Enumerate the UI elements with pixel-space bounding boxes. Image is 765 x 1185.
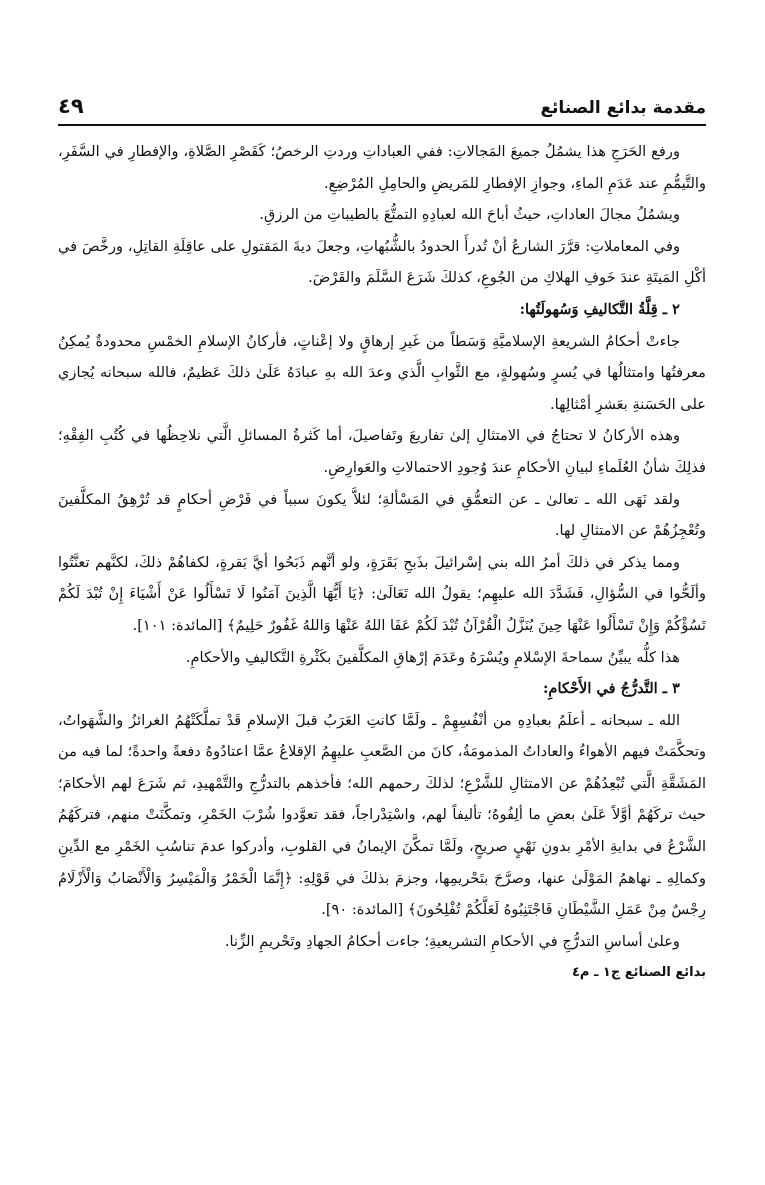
paragraph-7: ومما يذكر في ذلكَ أمرُ الله بني إسْرائيلَ بذَبحِ بَقَرَةٍ، ولو أنَّهم ذَبَحُوا أيَّ بَقرةٍ، لكفاهُمْ ذلكَ، لكنَّهم تعنَّتُوا وألَحُّوا في السُّؤالِ، فَشَدَّدَ الله عليهِم؛ يقولُ الله تَعَالَىٰ: ﴿يَا أَيُّهَا الَّذِينَ آمَنُوا لَا تَسْأَلُوا عَنْ أَشْيَاءَ إِنْ تُبْدَ لَكُمْ تَسُؤْكُمْ وَإِنْ تَسْأَلُوا عَنْهَا حِينَ يُنَزَّلُ الْقُرْآنُ تُبْدَ لَكُمْ عَفَا اللهُ عَنْهَا وَاللهُ غَفُورٌ حَلِيمٌ﴾ [المائدة: ١٠١].: [58, 553, 706, 634]
book-page: [58, 88, 706, 1168]
page-body: [58, 136, 706, 957]
running-header: [58, 88, 706, 118]
paragraph-3: وفي المعاملاتِ: قرَّرَ الشارعُ أنْ تُدرأَ الحدودُ بالشُّبُهاتِ، وجعلَ ديةَ المَقتولِ على عاقِلَةِ القاتِلِ، ورخَّصَ في أكْلِ المَيتَةِ عندَ خَوفِ الهلاكِ من الجُوعِ، كذلكَ شَرَعَ السَّلَمَ والقَرْضَ.: [58, 237, 706, 287]
paragraph-2: ويشمُلُ مجالَ العاداتِ، حيثُ أباحَ الله لعبادِهِ التمتُّعَ بالطيباتِ من الرزقِ.: [259, 206, 680, 224]
header-rule: [58, 124, 706, 126]
section-heading-3: ٣ ـ التَّدرُّجُ في الأَحْكامِ:: [543, 680, 680, 698]
paragraph-1: ورفع الحَرَجِ هذا يشمُلُ جميعَ المَجالاتِ: ففي العباداتِ وردتِ الرخصُ؛ كَقَصْرِ الصَّلاةِ، والإفطارِ في السَّفَرِ، والتَّيمُّمِ عند عَدَمِ الماءِ، وجوازِ الإفطارِ للمَريضِ والحامِلِ المُرْضِعِ.: [58, 143, 706, 192]
page-number: ٤٩: [58, 94, 84, 118]
paragraph-6: ولقد نَهَى الله ـ تعالىٰ ـ عن التعمُّقِ في المَسْألةِ؛ لئلاَّ يكونَ سبباً في فَرْضِ أحكامٍ قد تُرْهِقُ المكلَّفينَ وتُعْجِزُهُمْ عن الامتثالِ لها.: [58, 490, 706, 540]
header-title: مقدمة بدائع الصنائع: [540, 98, 706, 118]
page-footer: بدائع الصنائع ج١ ـ م٤: [571, 965, 706, 981]
paragraph-10: وعلىٰ أساسِ التدرُّجِ في الأحكامِ التشريعيةِ؛ جاءت أحكامُ الجهادِ وتَحْريمِ الزِّنا.: [224, 932, 680, 950]
paragraph-9: الله ـ سبحانه ـ أعلَمُ بعبادِهِ من أنْفُسِهِمْ ـ ولَمَّا كانتِ العَرَبُ قبلَ الإسلامِ قَدْ تملَّكَتْهُمُ الغرائزُ والشَّهَواتُ، وتحكَّمَتْ فيهم الأهواءُ والعاداتُ المذمومَةُ، كانَ من الصَّعبِ عليهِمُ الإقلاعُ عمَّا اعتادُوهُ دفعةً واحدةً؛ لما فيه من المَشَقَّةِ الَّتي تُبْعِدُهُمْ عن الامتثالِ للشَّرْعِ؛ لذلكَ رحمهم الله؛ فأخذهم بالتدرُّجِ والتَّمْهيدِ، ثم شَرَعَ لهم الأحكامَ؛ حيث تركَهُمْ أوَّلاً عَلَىٰ بعضِ ما ألِفُوهُ؛ تأليفاً لهم، واسْتِدْراجاً، فقد تعوَّدوا شُرْبَ الخَمْرِ، وتمكَّنَتْ منهم، فتركَهُمُ الشَّرْعُ في بدايةِ الأمْرِ بدونِ نَهْيٍ صريحٍ، ولَمَّا تمكَّنَ الإيمانُ في القلوبِ، وأدركوا عدمَ تناسُبِ الخَمْرِ مع الدِّينِ وكمالِهِ ـ نهاهمُ المَوْلَىٰ عنها، وصرَّحَ بتَحْريمِها، وجزمَ بذلكَ في قَوْلِهِ: ﴿إِنَّمَا الْخَمْرُ وَالْمَيْسِرُ وَالْأَنْصَابُ وَالْأَزْلَامُ رِجْسٌ مِنْ عَمَلِ الشَّيْطَانِ فَاجْتَنِبُوهُ لَعَلَّكُمْ تُفْلِحُونَ﴾ [المائدة: ٩٠].: [58, 711, 707, 919]
paragraph-5: وهذه الأركانُ لا تحتاجُ في الامتثالِ إلىٰ تفاريعَ وتَفاصيلَ، أما كَثرةُ المسائلِ الَّتي نلاحِظُها في كُتُبِ الفِقْهِ؛ فذلِكَ شأنُ العُلَماءِ لبيانِ الأحكامِ عندَ وُجودِ الاحتمالاتِ والعَوارِضِ.: [58, 427, 706, 476]
paragraph-8: هذا كلُّه يبيِّنُ سماحةَ الإسْلامِ ويُسْرَهُ وعَدَمَ إرْهاقِ المكلَّفينَ بكَثْرةِ التَّكاليفِ والأحكامِ.: [185, 648, 680, 666]
section-heading-2: ٢ ـ قِلَّةُ التَّكاليفِ وَسُهولَتُها:: [519, 300, 680, 318]
paragraph-4: جاءتْ أحكامُ الشريعةِ الإسلاميَّةِ وَسَطاً من غَيرِ إرهاقٍ ولا إعْناتٍ، فأركانُ الإسلامِ الخمْسِ محدودةٌ يُمكِنُ معرفتُها وامتثالُها في يُسرٍ وسُهولةٍ، مع الثَّوابِ الَّذي وعدَ الله بهِ عبادَهُ عَلَىٰ ذلكَ عَظيمٌ، فالله سبحانه يُجازي على الحَسَنةِ بعَشرِ أمْثالِها.: [58, 332, 706, 413]
